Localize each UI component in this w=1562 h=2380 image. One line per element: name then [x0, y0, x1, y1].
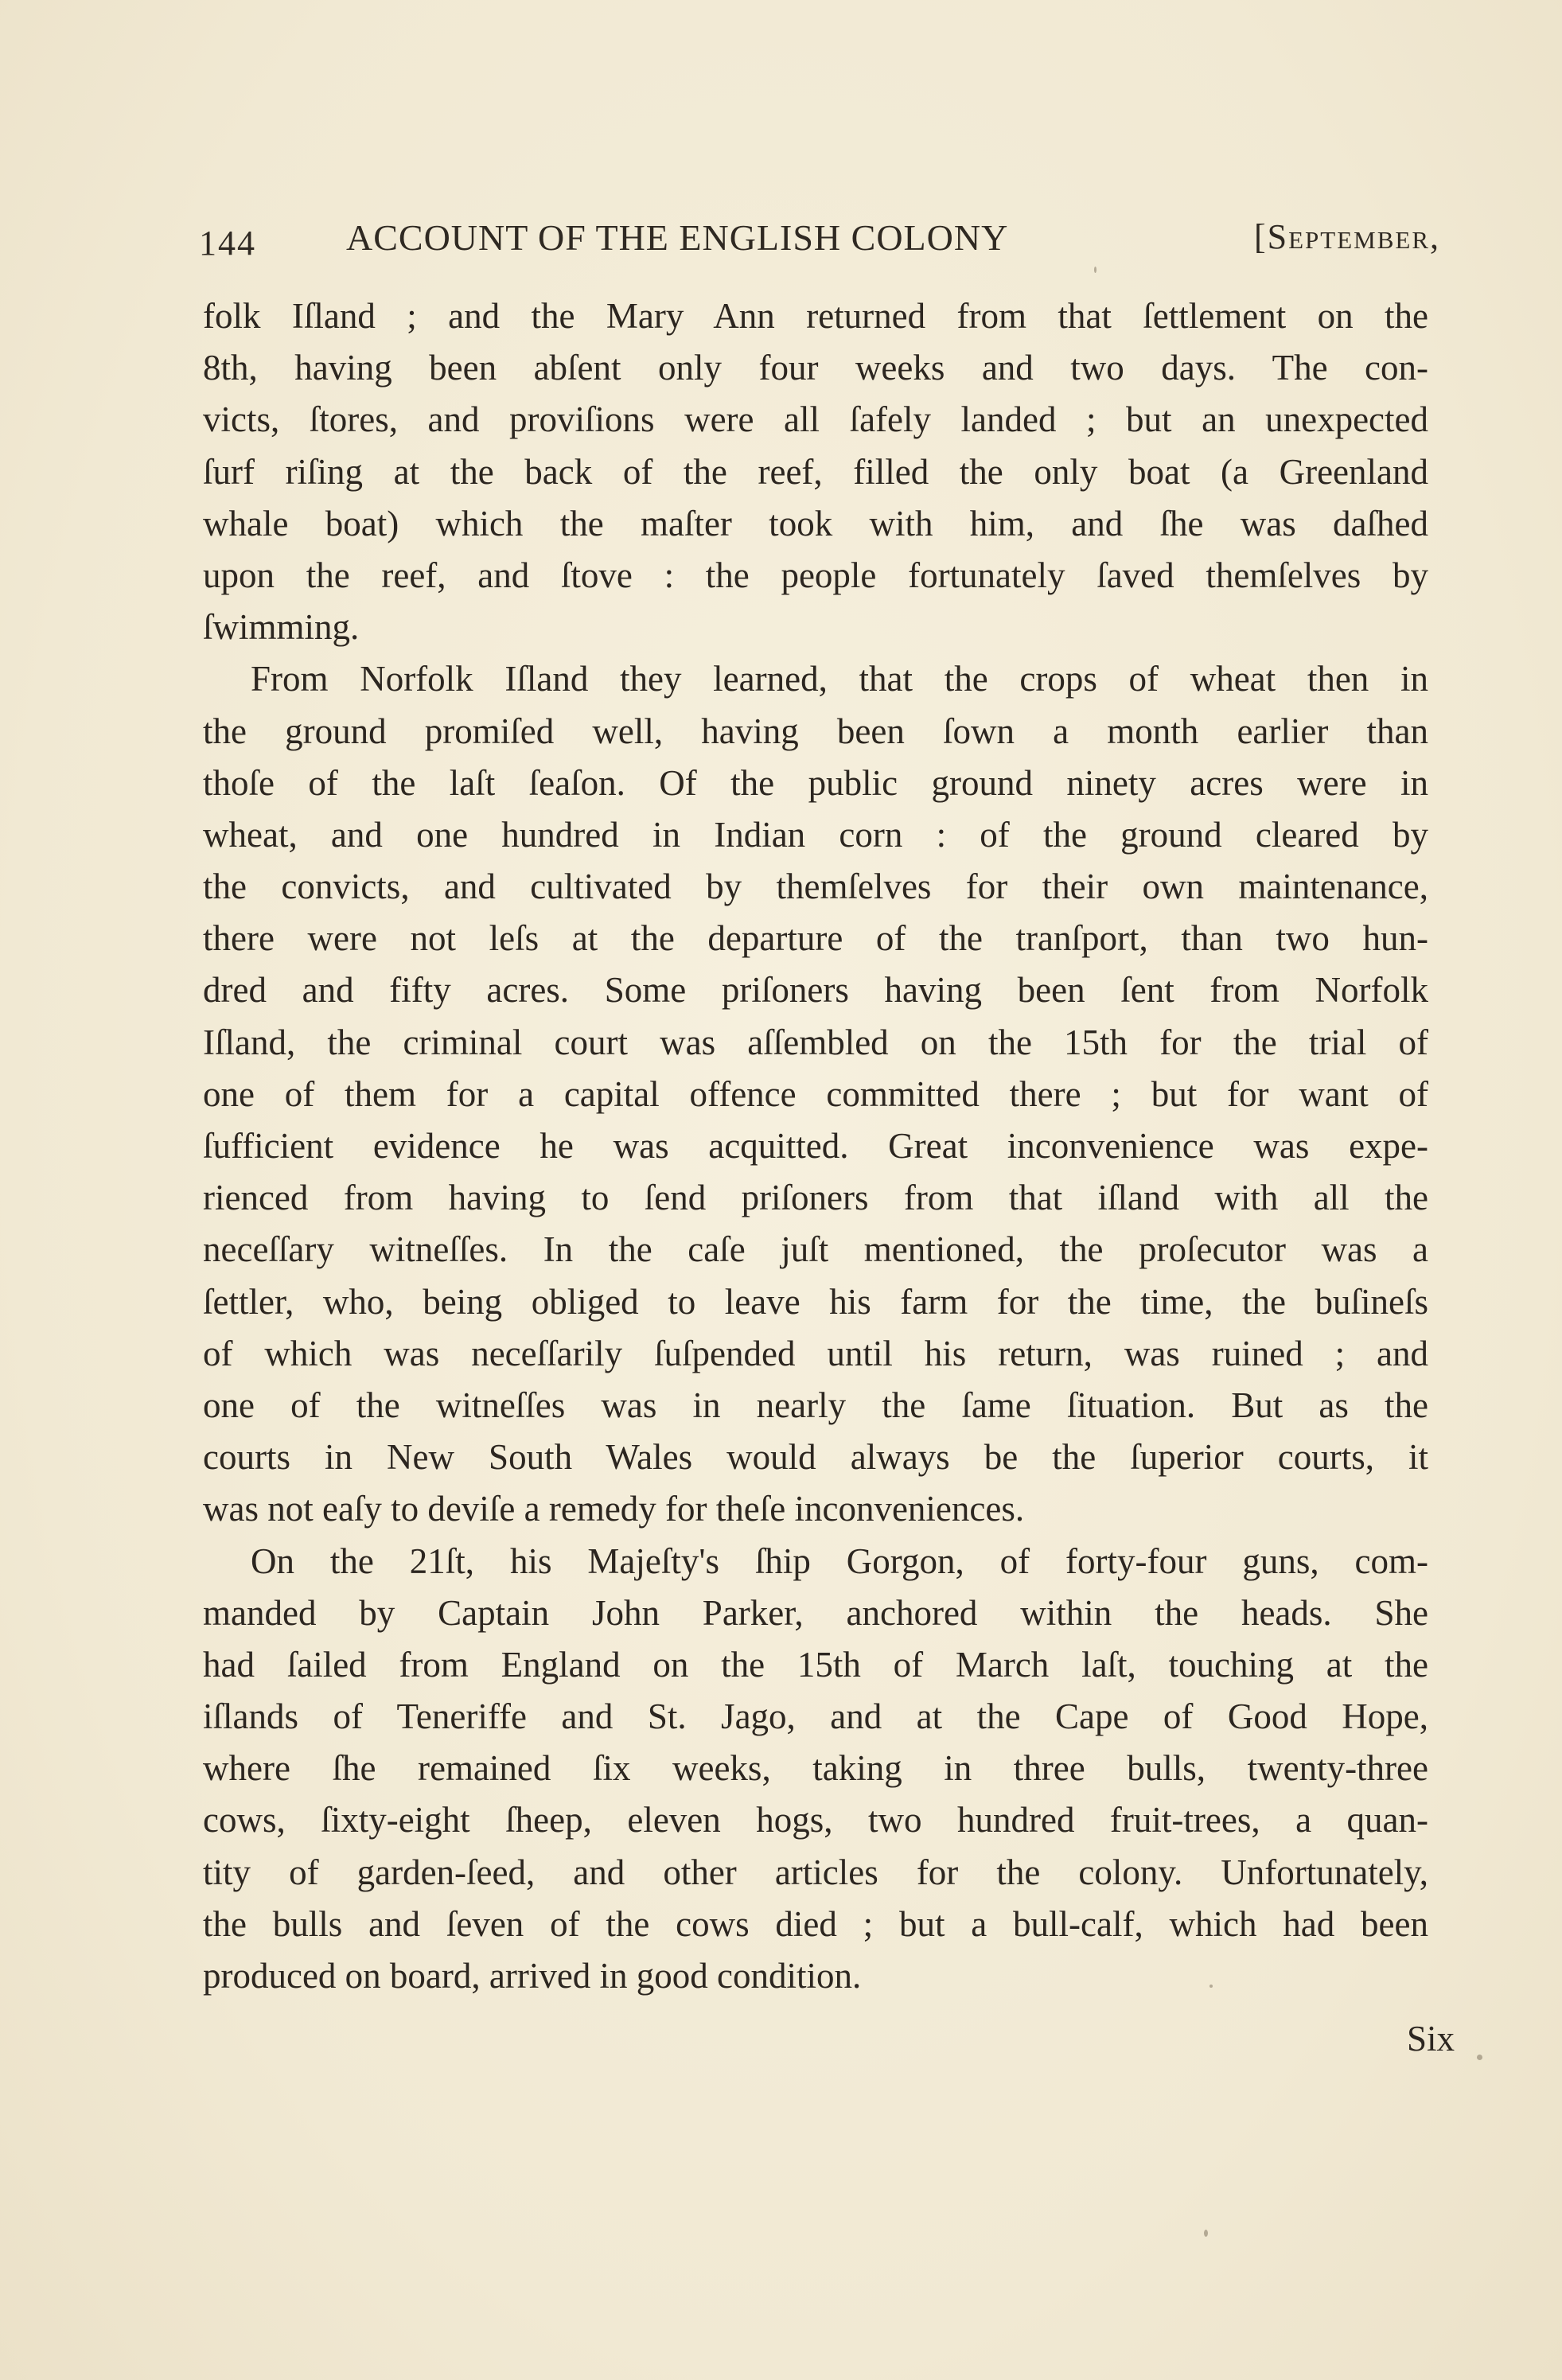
text-line: ſettler, who, being obliged to leave his farm for the time, the buſineſs — [203, 1281, 1428, 1322]
running-month: [September, — [1253, 217, 1440, 256]
running-title: ACCOUNT OF THE ENGLISH COLONY — [346, 217, 1009, 258]
text-line: whale boat) which the maſter took with him, and ſhe was daſhed — [203, 503, 1428, 543]
text-line: ſufficient evidence he was acquitted. Great inconvenience was expe- — [203, 1126, 1428, 1166]
text-line: courts in New South Wales would always be the ſuperior courts, it — [203, 1437, 1428, 1478]
paper-speck — [1209, 1985, 1213, 1988]
text-line: produced on board, arrived in good condition. — [203, 1956, 862, 1996]
text-line: victs, ſtores, and proviſions were all ſafely landed ; but an unexpected — [203, 399, 1428, 440]
text-line: thoſe of the laſt ſeaſon. Of the public ground ninety acres were in — [203, 762, 1428, 803]
paper-speck — [1204, 2230, 1208, 2237]
text-line: where ſhe remained ſix weeks, taking in three bulls, twenty-three — [203, 1748, 1428, 1789]
text-line: folk Iſland ; and the Mary Ann returned from that ſettlement on the — [203, 296, 1428, 336]
paper-speck — [1477, 2055, 1482, 2060]
running-head — [199, 216, 1440, 272]
text-line: From Norfolk Iſland they learned, that the crops of wheat then in — [251, 659, 1428, 699]
text-line: upon the reef, and ſtove : the people fortunately ſaved themſelves by — [203, 555, 1428, 595]
text-line: one of the witneſſes was in nearly the ſame ſituation. But as the — [203, 1385, 1428, 1425]
text-line: the ground promiſed well, having been ſown a month earlier than — [203, 711, 1428, 751]
text-line: one of them for a capital offence committed there ; but for want of — [203, 1073, 1428, 1114]
text-line: the convicts, and cultivated by themſelves for their own maintenance, — [203, 867, 1428, 907]
text-line: of which was neceſſarily ſuſpended until his return, was ruined ; and — [203, 1333, 1428, 1373]
text-line: manded by Captain John Parker, anchored within the heads. She — [203, 1592, 1428, 1633]
text-line: dred and fifty acres. Some priſoners having been ſent from Norfolk — [203, 970, 1428, 1011]
text-line: there were not leſs at the departure of the tranſport, than two hun- — [203, 918, 1428, 959]
paper-speck — [1094, 267, 1097, 273]
text-line: ſurf riſing at the back of the reef, filled the only boat (a Greenland — [203, 451, 1428, 492]
text-line: wheat, and one hundred in Indian corn : of the ground cleared by — [203, 814, 1428, 855]
text-line: ſwimming. — [203, 607, 360, 648]
text-line: the bulls and ſeven of the cows died ; but a bull-calf, which had been — [203, 1903, 1428, 1944]
text-line: On the 21ſt, his Majeſty's ſhip Gorgon, of forty-four guns, com- — [251, 1541, 1428, 1581]
text-line: Iſland, the criminal court was aſſembled on the 15th for the trial of — [203, 1022, 1428, 1062]
text-line: iſlands of Teneriffe and St. Jago, and at the Cape of Good Hope, — [203, 1696, 1428, 1737]
text-line: had ſailed from England on the 15th of March laſt, touching at the — [203, 1644, 1428, 1685]
text-line: was not eaſy to deviſe a remedy for theſe inconveniences. — [203, 1489, 1025, 1529]
text-line: rienced from having to ſend priſoners from that iſland with all the — [203, 1178, 1428, 1218]
body-text — [203, 290, 1428, 2002]
text-line: neceſſary witneſſes. In the caſe juſt mentioned, the proſecutor was a — [203, 1229, 1428, 1270]
text-line: tity of garden-ſeed, and other articles for the colony. Unfortunately, — [203, 1852, 1428, 1892]
text-line: 8th, having been abſent only four weeks and two days. The con- — [203, 348, 1428, 388]
page-number: 144 — [199, 224, 256, 263]
catchword: Six — [1406, 2019, 1455, 2059]
text-line: cows, ſixty-eight ſheep, eleven hogs, two hundred fruit-trees, a quan- — [203, 1800, 1428, 1841]
